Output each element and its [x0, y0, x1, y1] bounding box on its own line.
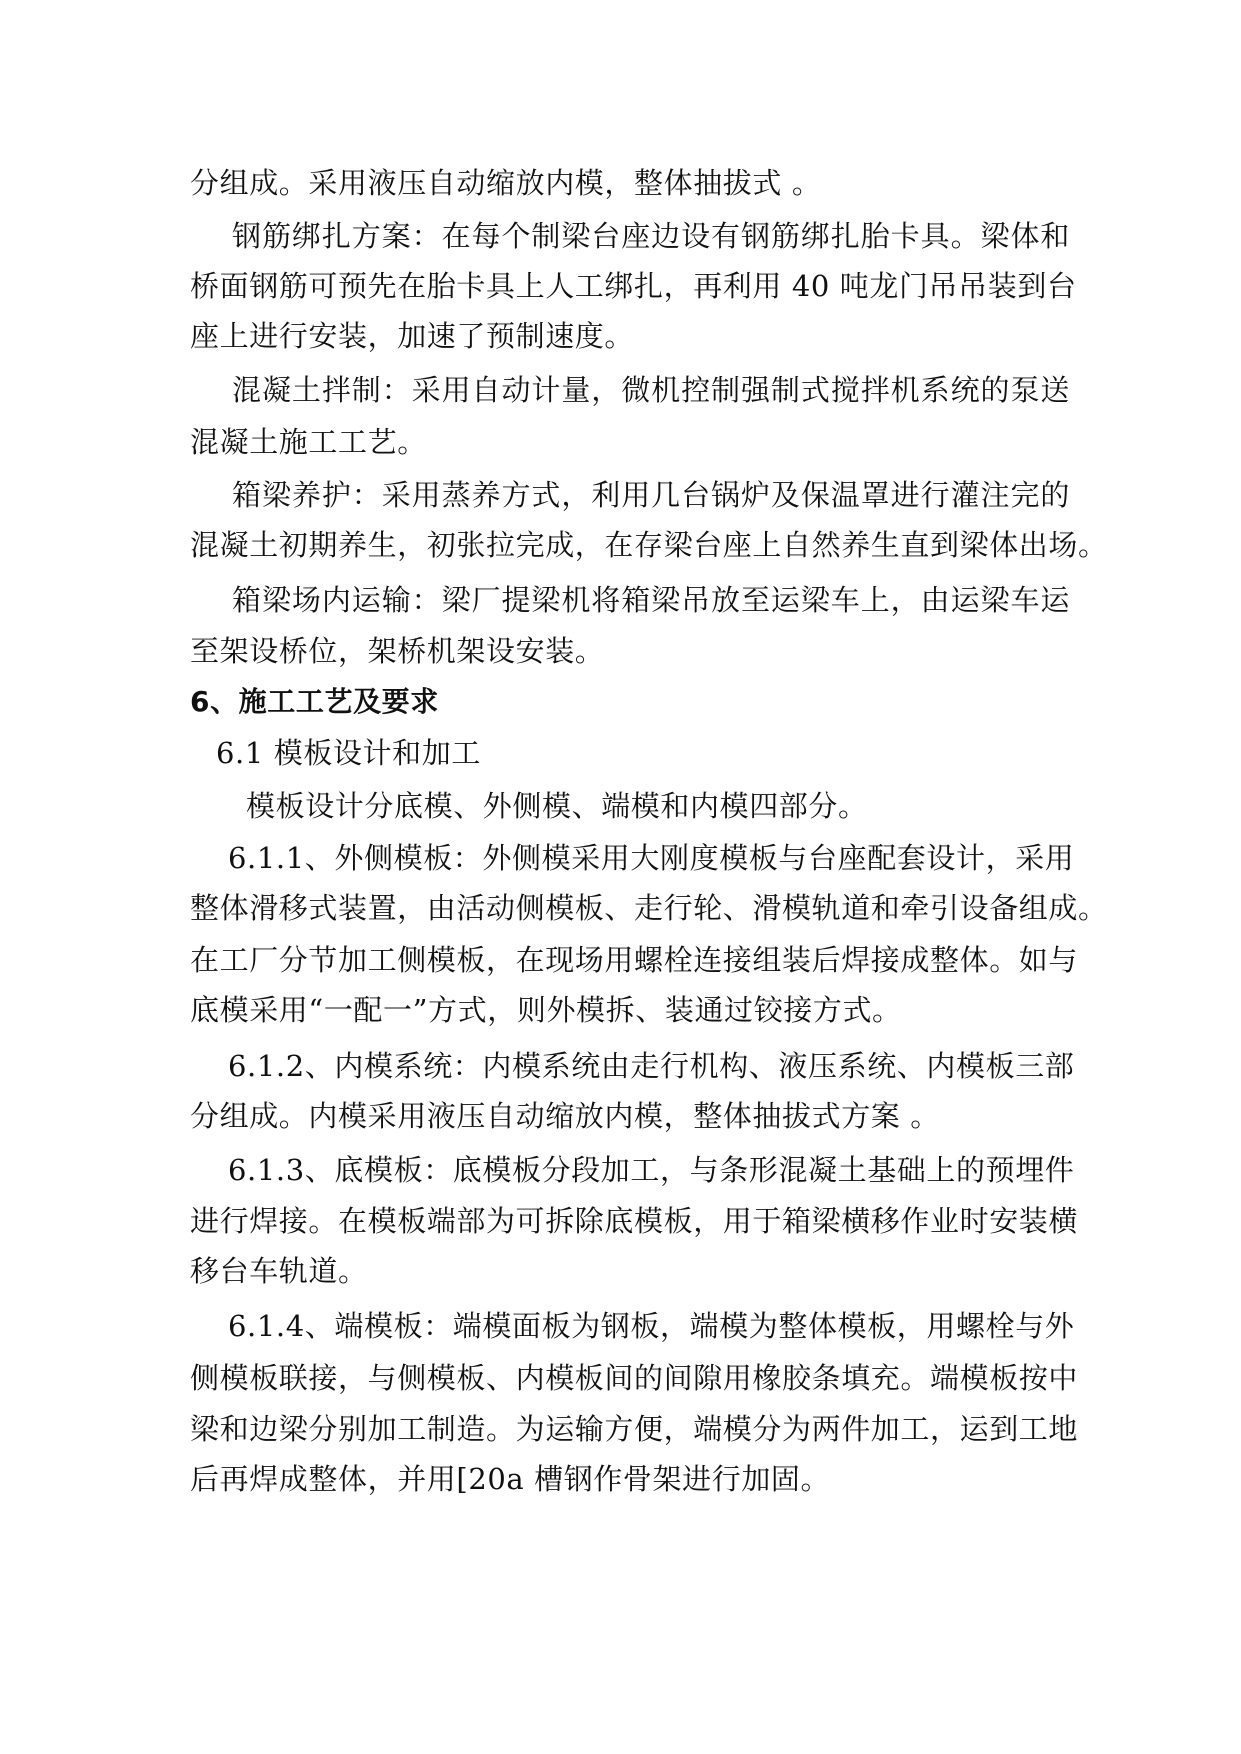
section-heading: 6、施工工艺及要求 [190, 685, 439, 718]
text-line: 分组成。采用液压自动缩放内模，整体抽拔式 。 [190, 166, 822, 200]
text-line: 6.1.1、外侧模板：外侧模采用大刚度模板与台座配套设计，采用 [228, 841, 1075, 875]
text-line: 箱梁养护：采用蒸养方式，利用几台锅炉及保温罩进行灌注完的 [232, 478, 1070, 512]
text-line: 桥面钢筋可预先在胎卡具上人工绑扎，再利用 40 吨龙门吊吊装到台 [190, 269, 1077, 303]
text-line: 梁和边梁分别加工制造。为运输方便，端模分为两件加工，运到工地 [190, 1412, 1079, 1446]
text-line: 进行焊接。在模板端部为可拆除底模板，用于箱梁横移作业时安装横 [190, 1204, 1079, 1238]
text-line: 钢筋绑扎方案：在每个制梁台座边设有钢筋绑扎胎卡具。梁体和 [232, 219, 1070, 253]
text-line: 6.1.2、内模系统：内模系统由走行机构、液压系统、内模板三部 [228, 1049, 1075, 1083]
text-line: 混凝土施工工艺。 [190, 425, 427, 459]
text-line: 6.1.4、端模板：端模面板为钢板，端模为整体模板，用螺栓与外 [228, 1309, 1075, 1343]
text-line: 后再焊成整体，并用[20a 槽钢作骨架进行加固。 [190, 1462, 831, 1496]
subsection-heading: 6.1 模板设计和加工 [216, 736, 481, 770]
text-line: 移台车轨道。 [190, 1254, 368, 1288]
text-line: 混凝土拌制：采用自动计量，微机控制强制式搅拌机系统的泵送 [232, 373, 1070, 407]
text-line: 至架设桥位，架桥机架设安装。 [190, 634, 605, 668]
text-line: 座上进行安装，加速了预制速度。 [190, 319, 635, 353]
text-line: 在工厂分节加工侧模板，在现场用螺栓连接组装后焊接成整体。如与 [190, 943, 1079, 977]
text-line: 混凝土初期养生，初张拉完成，在存梁台座上自然养生直到梁体出场。 [190, 528, 1108, 562]
text-line: 分组成。内模采用液压自动缩放内模，整体抽拔式方案 。 [190, 1099, 940, 1133]
text-line: 箱梁场内运输：梁厂提梁机将箱梁吊放至运梁车上，由运梁车运 [232, 583, 1070, 617]
text-line: 6.1.3、底模板：底模板分段加工，与条形混凝土基础上的预埋件 [228, 1153, 1075, 1187]
text-line: 模板设计分底模、外侧模、端模和内模四部分。 [246, 789, 868, 823]
text-line: 整体滑移式装置，由活动侧模板、走行轮、滑模轨道和牵引设备组成。 [190, 891, 1108, 925]
text-line: 底模采用“一配一”方式，则外模拆、装通过铰接方式。 [190, 993, 902, 1027]
text-line: 侧模板联接，与侧模板、内模板间的间隙用橡胶条填充。端模板按中 [190, 1361, 1079, 1395]
